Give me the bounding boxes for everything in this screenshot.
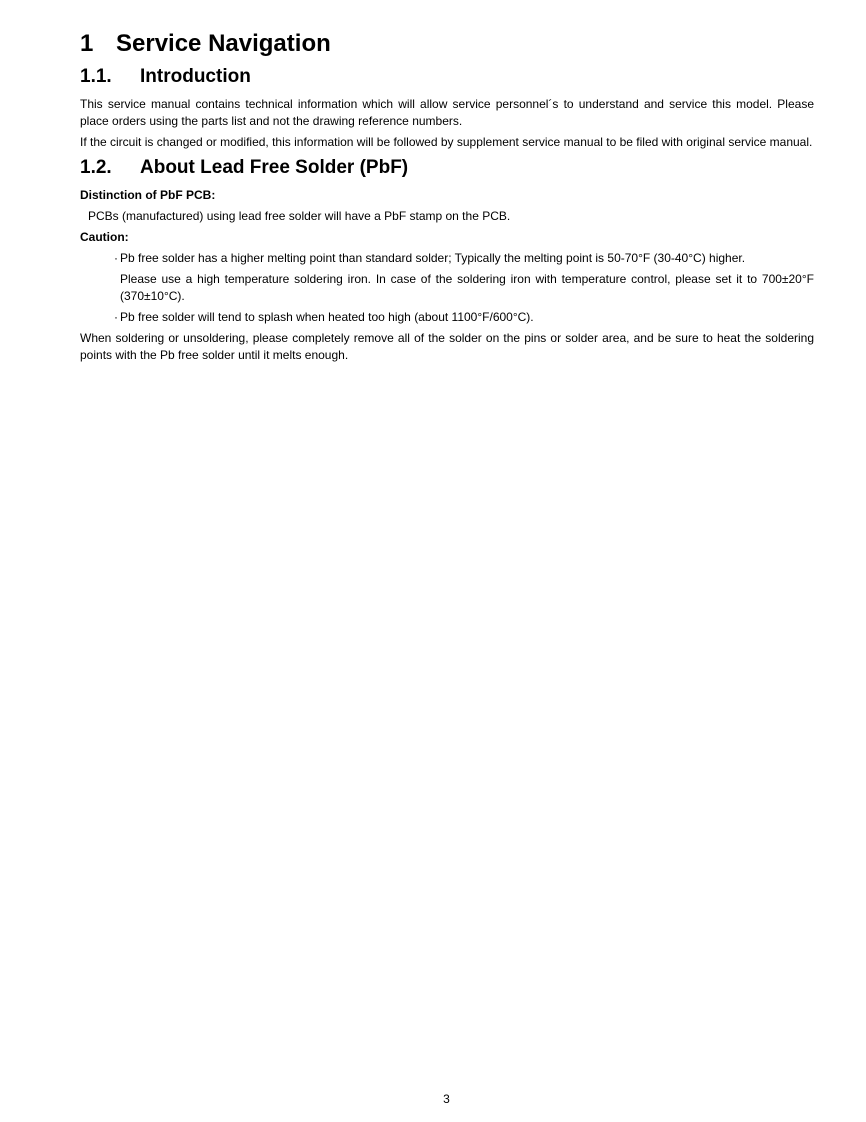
caution-bullet-2 bbox=[80, 309, 814, 326]
bullet-dot: · bbox=[114, 310, 118, 324]
intro-paragraph-1: This service manual contains technical information which will allow service personnel´s to understand and service this model. Please place orders using the parts list and not the drawing reference numbers. bbox=[80, 97, 814, 128]
subsection-title: About Lead Free Solder (PbF) bbox=[140, 157, 409, 178]
caution-bullet-1 bbox=[80, 250, 814, 267]
bullet-text: Pb free solder will tend to splash when heated too high (about 1100°F/600°C). bbox=[120, 310, 534, 324]
caution-label: Caution: bbox=[80, 230, 129, 244]
subsection-number: 1.1. bbox=[80, 66, 112, 87]
subsection-title: Introduction bbox=[140, 66, 251, 87]
page-number: 3 bbox=[443, 1092, 450, 1106]
distinction-label: Distinction of PbF PCB: bbox=[80, 188, 216, 202]
bullet-text: Pb free solder has a higher melting point than standard solder; Typically the melting point is 50-70°F (30-40°C) higher. bbox=[120, 251, 746, 265]
subsection-heading-introduction bbox=[80, 64, 814, 90]
closing-paragraph: When soldering or unsoldering, please completely remove all of the solder on the pins or solder area, and be sure to heat the soldering points with the Pb free solder until it melts enough. bbox=[80, 331, 814, 362]
document-page bbox=[80, 28, 814, 368]
section-heading bbox=[80, 28, 814, 60]
section-number: 1 bbox=[80, 30, 94, 57]
caution-bullet-1-continuation: Please use a high temperature soldering iron. In case of the soldering iron with temperature control, please set it to 700±20°F (370±10°C). bbox=[120, 272, 814, 303]
section-title: Service Navigation bbox=[116, 30, 331, 57]
bullet-dot: · bbox=[114, 251, 118, 265]
distinction-text: PCBs (manufactured) using lead free solder will have a PbF stamp on the PCB. bbox=[88, 209, 511, 223]
subsection-number: 1.2. bbox=[80, 157, 112, 178]
subsection-heading-lead-free-solder bbox=[80, 155, 814, 181]
intro-paragraph-2: If the circuit is changed or modified, this information will be followed by supplement service manual to be filed with original service manual. bbox=[80, 135, 813, 149]
